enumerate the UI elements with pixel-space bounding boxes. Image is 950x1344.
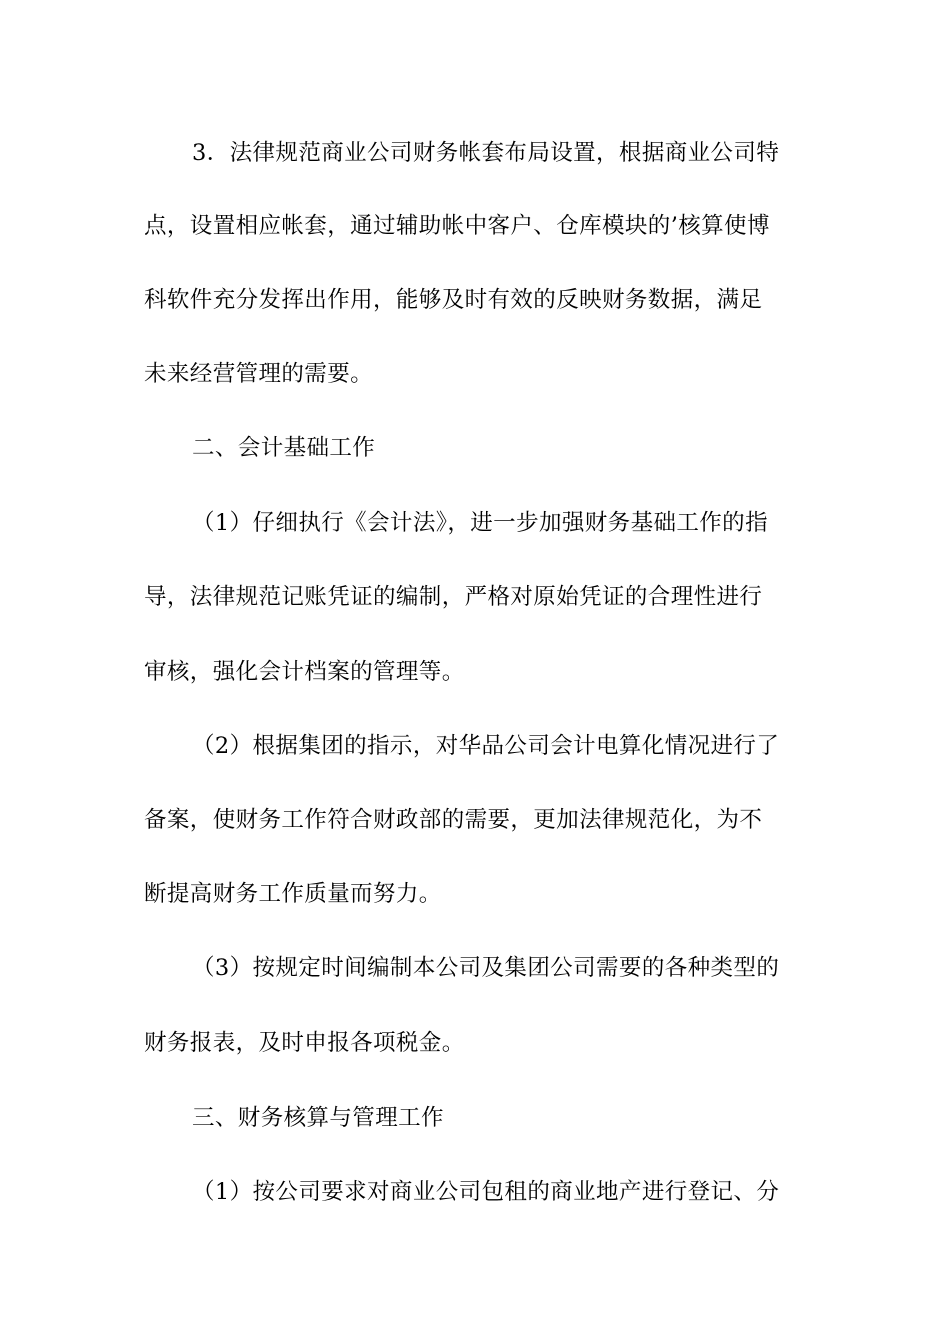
item-2-line-3: 断提高财务工作质量而努力。 bbox=[144, 881, 442, 907]
section-heading-accounting-basics: 二、会计基础工作 bbox=[192, 435, 376, 461]
item-1-line-2: 导，法律规范记账凭证的编制，严格对原始凭证的合理性进行 bbox=[144, 584, 763, 610]
item-3-line-2: 财务报表，及时申报各项税金。 bbox=[144, 1030, 465, 1056]
paragraph-3-line-3: 科软件充分发挥出作用，能够及时有效的反映财务数据，满足 bbox=[144, 287, 763, 313]
paragraph-3-line-2: 点，设置相应帐套，通过辅助帐中客户、仓库模块的’核算使博 bbox=[144, 213, 770, 239]
item-2-line-1: （2）根据集团的指示，对华品公司会计电算化情况进行了 bbox=[192, 733, 780, 759]
item-1-line-3: 审核，强化会计档案的管理等。 bbox=[144, 659, 465, 685]
section-heading-accounting-management: 三、财务核算与管理工作 bbox=[192, 1105, 444, 1131]
item-4-line-1: （1）按公司要求对商业公司包租的商业地产进行登记、分 bbox=[192, 1179, 780, 1205]
paragraph-3-line-4: 未来经营管理的需要。 bbox=[144, 361, 374, 387]
paragraph-3-line-1: 3．法律规范商业公司财务帐套布局设置，根据商业公司特 bbox=[192, 140, 780, 166]
item-3-line-1: （3）按规定时间编制本公司及集团公司需要的各种类型的 bbox=[192, 955, 780, 981]
item-1-line-1: （1）仔细执行《会计法》，进一步加强财务基础工作的指 bbox=[192, 510, 768, 536]
item-2-line-2: 备案，使财务工作符合财政部的需要，更加法律规范化，为不 bbox=[144, 807, 763, 833]
